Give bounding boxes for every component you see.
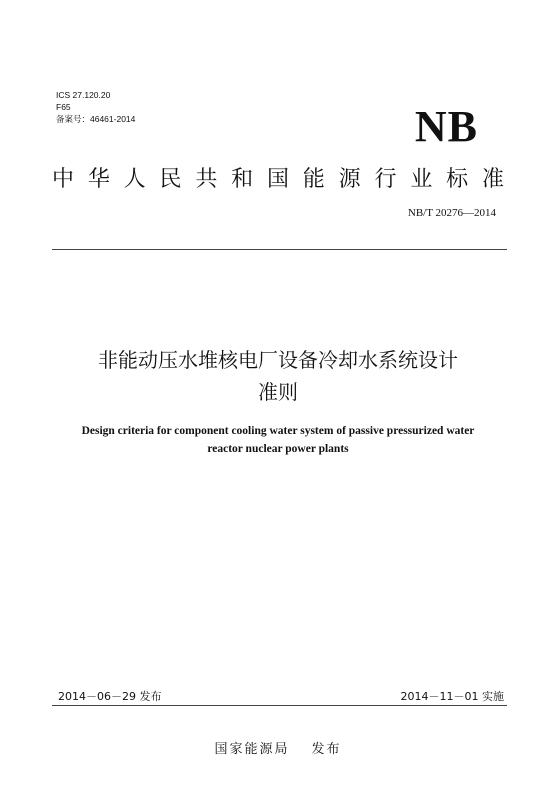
bottom-divider xyxy=(52,705,507,706)
nb-logo: NB xyxy=(414,102,478,151)
clc-code: F65 xyxy=(56,102,71,112)
standard-number: NB/T 20276—2014 xyxy=(407,207,496,219)
ics-code: ICS 27.120.20 xyxy=(56,90,111,100)
issuer-action: 发布 xyxy=(311,742,342,757)
english-title-line2: reactor nuclear power plants xyxy=(207,443,349,455)
issuer xyxy=(30,738,526,757)
chinese-title-line1: 非能动压水堆核电厂设备冷却水系统设计 xyxy=(98,348,458,372)
publish-date: 2014－06－29 发布 xyxy=(58,690,162,703)
english-title-line1: Design criteria for component cooling water system of passive pressurized water xyxy=(81,425,475,437)
issuer-name: 国家能源局 xyxy=(214,742,290,757)
chinese-title xyxy=(30,344,526,408)
implement-date: 2014－11－01 实施 xyxy=(400,690,504,703)
top-divider xyxy=(52,249,507,250)
chinese-title-line2: 准则 xyxy=(258,380,298,404)
industry-standard-title: 中华人民共和国能源行业标准 xyxy=(52,167,504,192)
record-number: 备案号：46461-2014 xyxy=(56,114,136,124)
english-title xyxy=(30,422,526,458)
